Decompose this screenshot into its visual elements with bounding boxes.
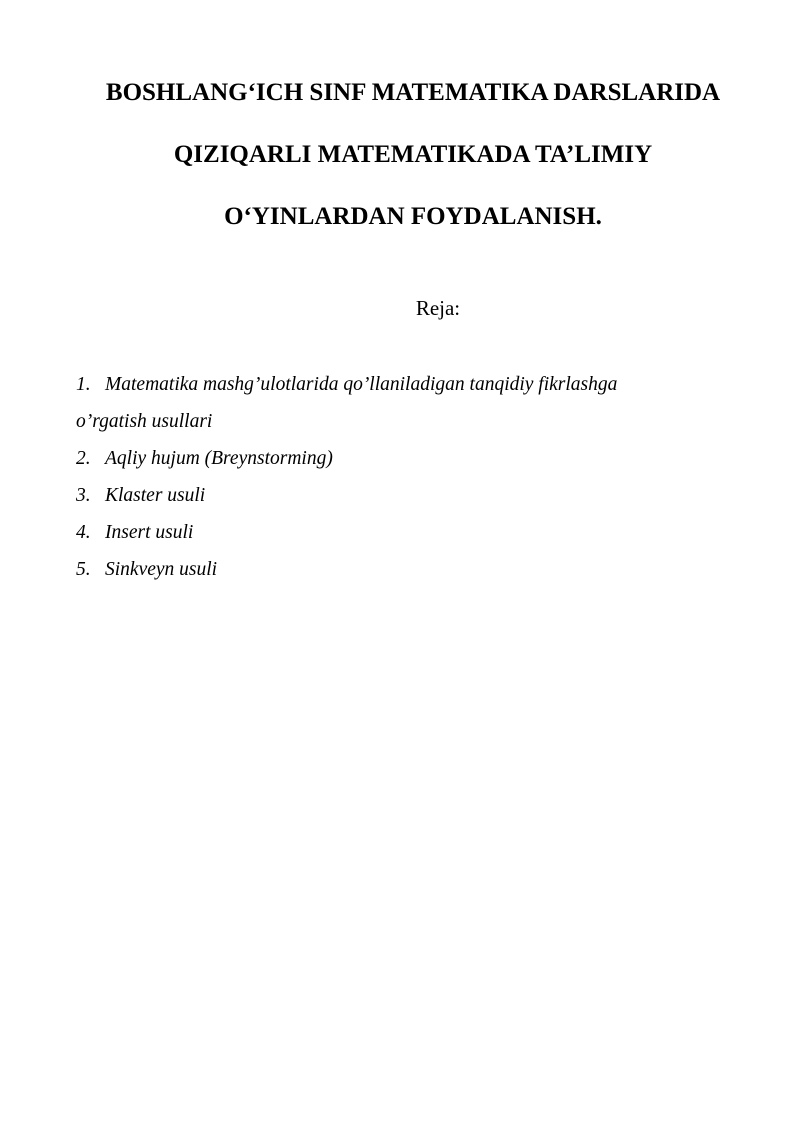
plan-item-4: [76, 514, 756, 551]
plan-item-text: Matematika mashg’ulotlarida qo’llaniladigan tanqidiy fikrlashga: [105, 374, 618, 395]
plan-item-text: Klaster usuli: [105, 485, 206, 506]
title-line-1: BOSHLANG‘ICH SINF MATEMATIKA DARSLARIDA: [105, 79, 721, 106]
plan-item-1: [76, 366, 756, 440]
plan-item-text: Sinkveyn usuli: [105, 559, 218, 580]
plan-item-text: Insert usuli: [105, 522, 194, 543]
plan-item-5: [76, 551, 756, 588]
plan-item-number: 1.: [76, 374, 91, 395]
plan-item-number: 5.: [76, 559, 91, 580]
plan-heading: Reja:: [415, 296, 461, 320]
plan-item-1-line-2: o’rgatish usullari: [76, 411, 213, 432]
plan-item-3: [76, 477, 756, 514]
plan-item-number: 4.: [76, 522, 91, 543]
plan-item-number: 3.: [76, 485, 91, 506]
plan-list: [76, 366, 756, 588]
plan-item-number: 2.: [76, 448, 91, 469]
title-line-2: QIZIQARLI MATEMATIKADA TA’LIMIY: [173, 141, 653, 168]
plan-item-2: [76, 440, 756, 477]
plan-item-text: Aqliy hujum (Breynstorming): [105, 448, 333, 469]
title-line-3: O‘YINLARDAN FOYDALANISH.: [224, 203, 602, 230]
plan-item-1-line-1: [76, 366, 756, 403]
